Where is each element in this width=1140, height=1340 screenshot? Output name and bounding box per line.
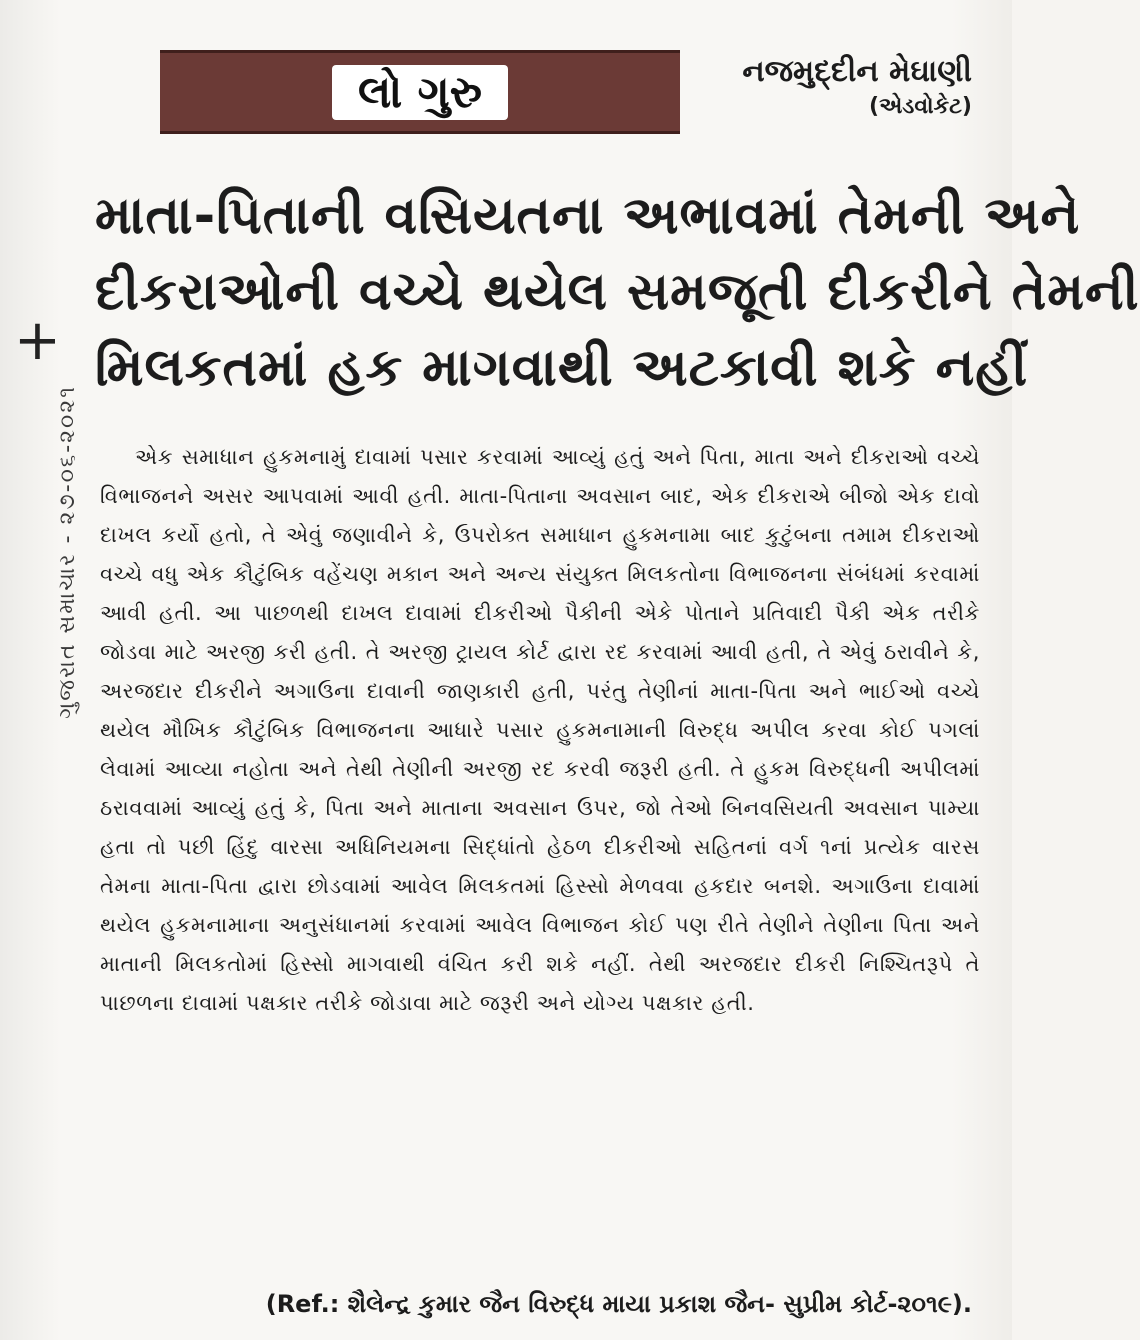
headline-line-3: મિલકતમાં હક માગવાથી અટકાવી શકે નહીં: [95, 338, 1029, 398]
article-body: [100, 438, 980, 1023]
headline: [95, 178, 1140, 406]
banner-label-wrap: [160, 53, 680, 131]
author-byline: [742, 52, 972, 122]
handwritten-plus-mark: +: [14, 308, 61, 373]
author-role: (એડવોકેટ): [869, 94, 972, 119]
column-title: લો ગુરુ: [332, 65, 508, 120]
article-paragraph: એક સમાધાન હુકમનામું દાવામાં પસાર કરવામાં આવ્યું હતું અને પિતા, માતા અને દીકરાઓ વચ્ચે વિભાજનને અસર આપવામાં આવી હતી. માતા-પિતાના અવસાન બાદ, એક દીકરાએ બીજો એક દાવો દાખલ કર્યો હતો, તે એવું જણાવીને કે, ઉપરોક્ત સમાધાન હુકમનામા બાદ કુટુંબના તમામ દીકરાઓ વચ્ચે વધુ એક કૌટુંબિક વહેંચણ મકાન અને અન્ય સંયુક્ત મિલકતોના વિભાજનના સંબંધમાં કરવામાં આવી હતી. આ પાછળથી દાખલ દાવામાં દીકરીઓ પૈકીની એકે પોતાને પ્રતિવાદી પૈકી એક તરીકે જોડવા માટે અરજી કરી હતી. તે અરજી ટ્રાયલ કોર્ટ દ્વારા રદ કરવામાં આવી હતી, તે એવું ઠરાવીને કે, અરજદાર દીકરીને અગાઉના દાવાની જાણકારી હતી, પરંતુ તેણીનાં માતા-પિતા અને ભાઈઓ વચ્ચે થયેલ મૌખિક કૌટુંબિક વિભાજનના આધારે પસાર હુકમનામાની વિરુદ્ધ અપીલ કરવા કોઈ પગલાં લેવામાં આવ્યા નહોતા અને તેથી તેણીની અરજી રદ કરવી જરૂરી હતી. તે હુકમ વિરુદ્ધની અપીલમાં ઠરાવવામાં આવ્યું હતું કે, પિતા અને માતાના અવસાન ઉપર, જો તેઓ બિનવસિયતી અવસાન પામ્યા હતા તો પછી હિંદુ વારસા અધિનિયમના સિદ્ધાંતો હેઠળ દીકરીઓ સહિતનાં વર્ગ ૧નાં પ્રત્યેક વારસ તેમના માતા-પિતા દ્વારા છોડવામાં આવેલ મિલકતમાં હિસ્સો મેળવવા હકદાર બનશે. અગાઉના દાવામાં થયેલ હુકમનામાના અનુસંધાનમાં કરવામાં આવેલ વિભાજન કોઈ પણ રીતે તેણીને તેણીના પિતા અને માતાની મિલકતોમાં હિસ્સો માગવાથી વંચિત કરી શકે નહીં. તેથી અરજદાર દીકરી નિશ્ચિતરૂપે તે પાછળના દાવામાં પક્ષકાર તરીકે જોડાવા માટે જરૂરી અને યોગ્ય પક્ષકાર હતી.: [100, 445, 980, 1015]
case-reference: (Ref.: શૈલેન્દ્ર કુમાર જૈન વિરુદ્ધ માયા પ્રકાશ જૈન- સુપ્રીમ કોર્ટ-૨૦૧૯).: [265, 1290, 972, 1318]
author-name: નજમુદ્દીન મેઘાણી: [742, 54, 972, 89]
headline-line-1: માતા-પિતાની વસિયતના અભાવમાં તેમની અને: [95, 186, 1081, 246]
handwritten-margin-note: ગુજરાત સમાચાર - ૨૭-૦૬-૨૦૨૧: [55, 385, 80, 719]
column-banner: [160, 50, 680, 134]
headline-line-2: દીકરાઓની વચ્ચે થયેલ સમજૂતી દીકરીને તેમની: [95, 262, 1140, 322]
